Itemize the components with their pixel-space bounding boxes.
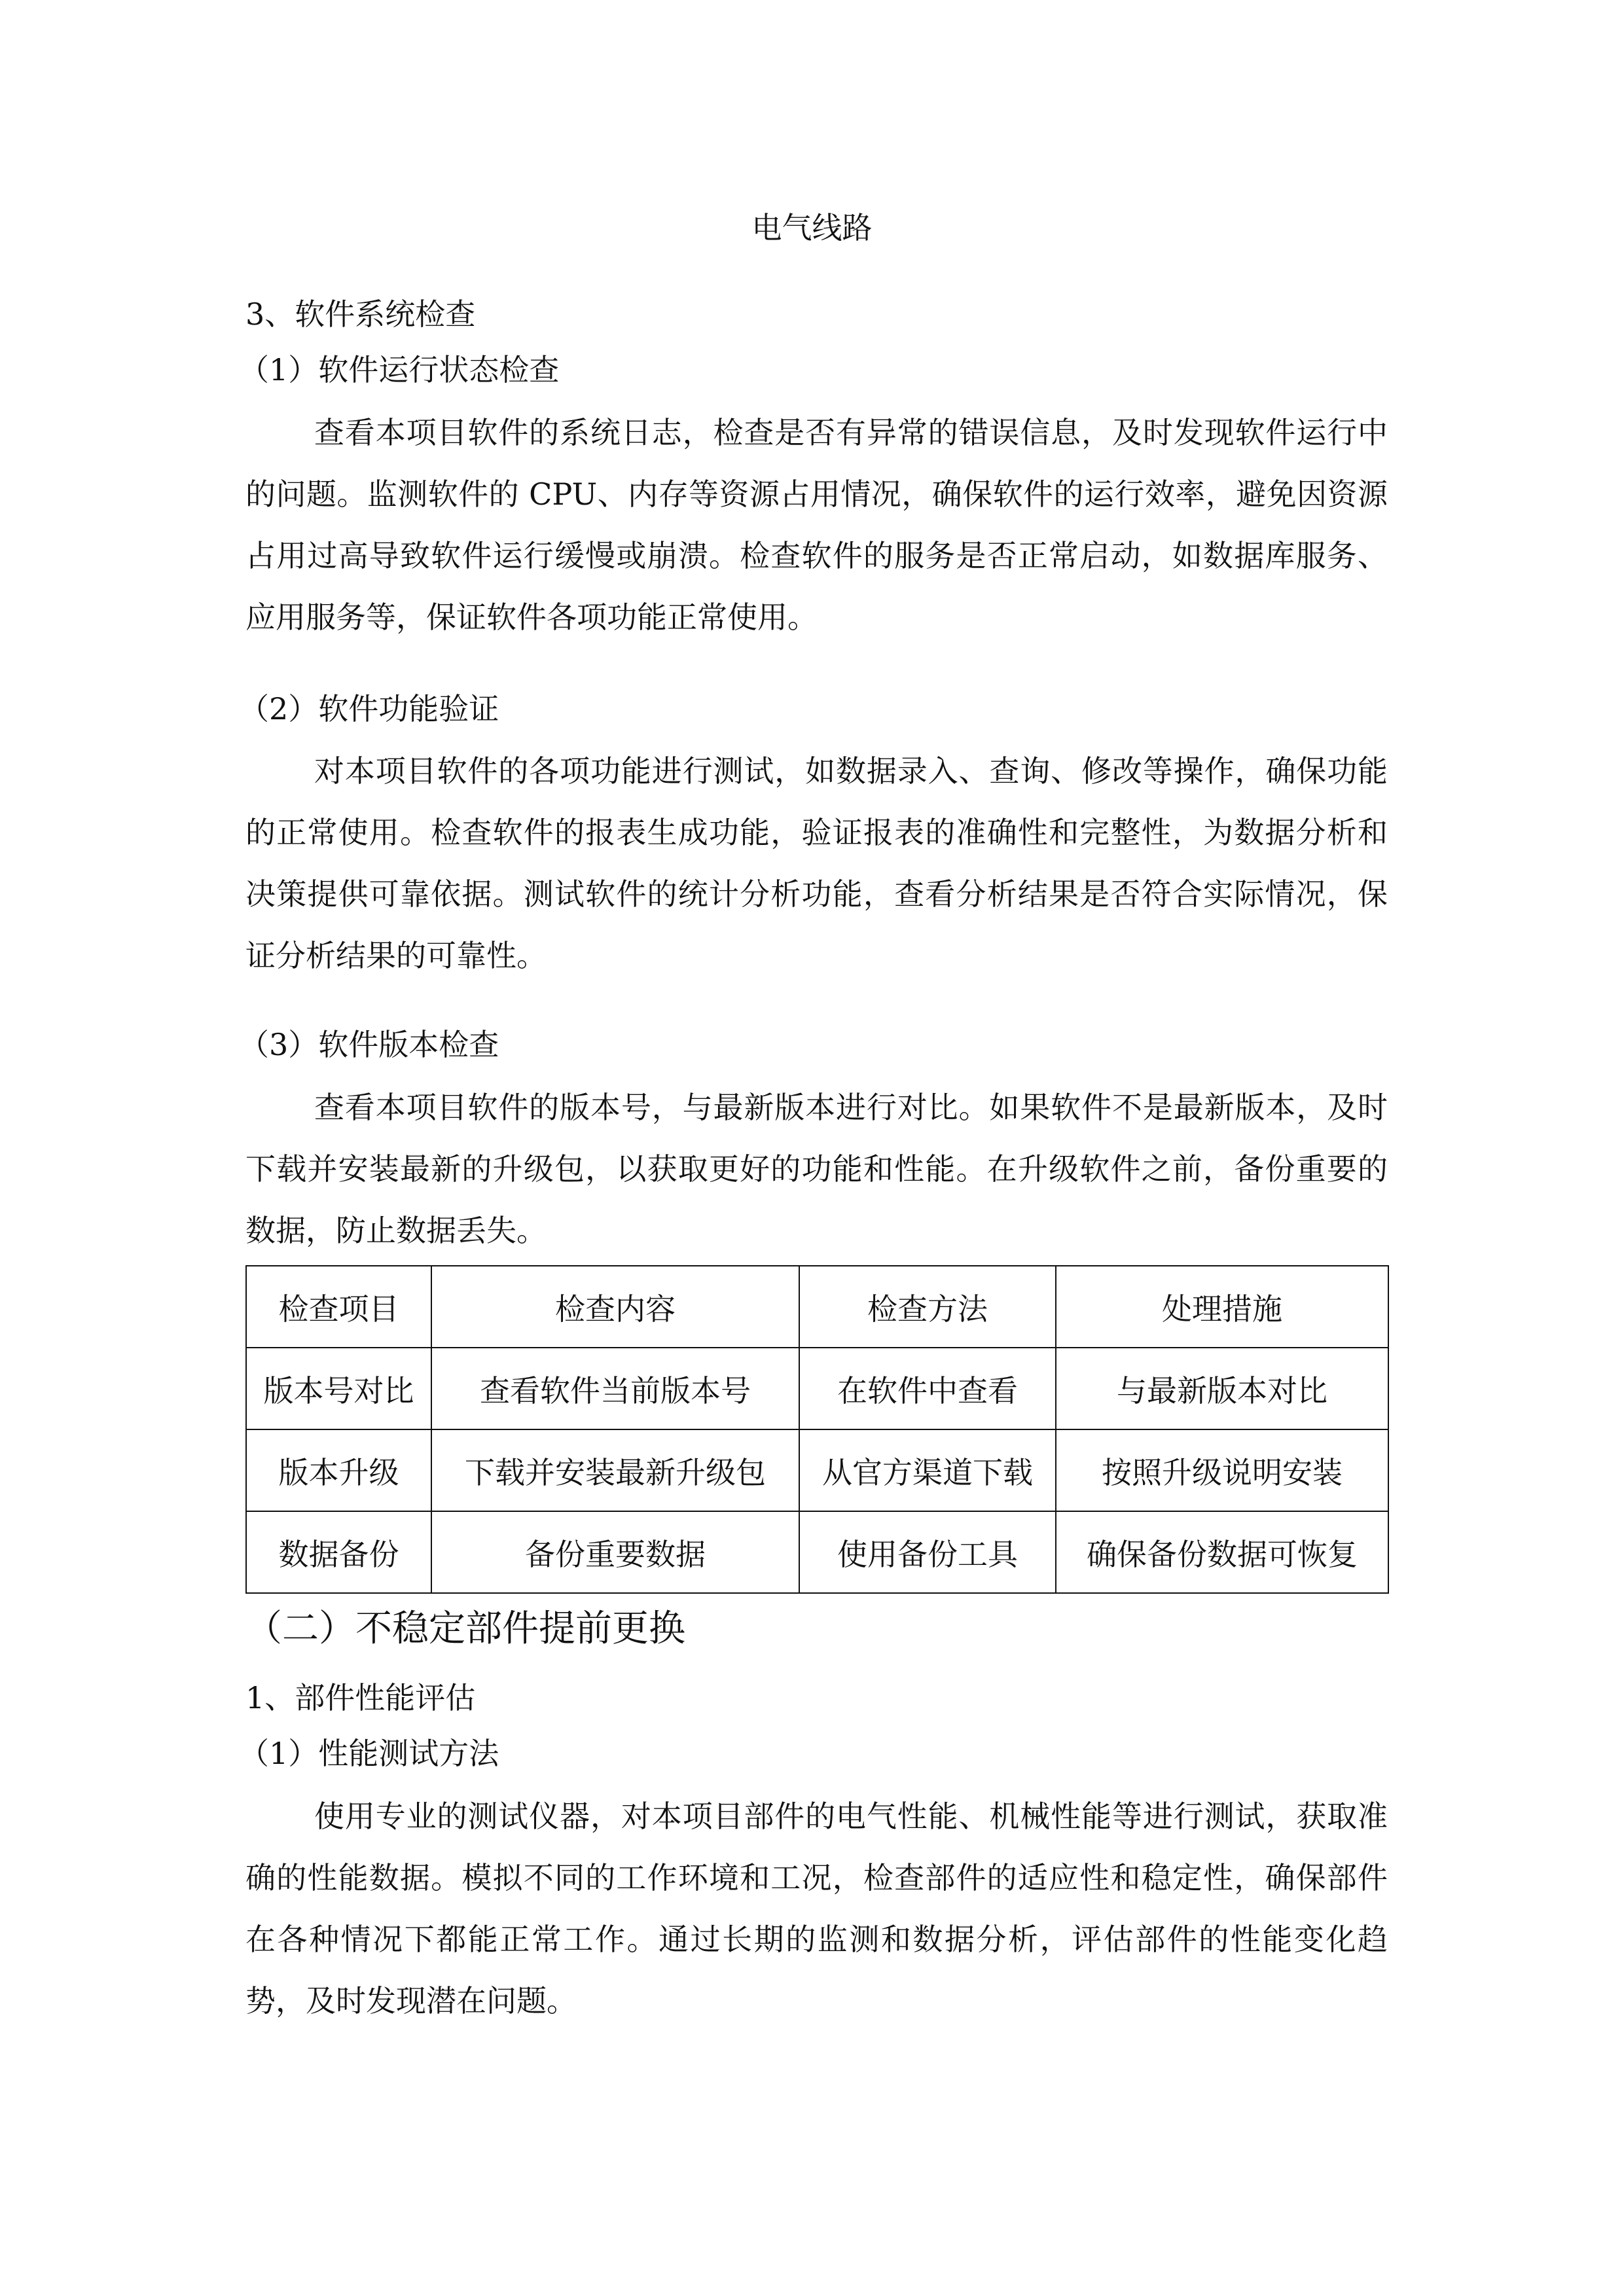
paragraph: 查看本项目软件的系统日志，检查是否有异常的错误信息，及时发现软件运行中的问题。监测软件的 CPU、内存等资源占用情况，确保软件的运行效率，避免因资源占用过高导致软件运行缓慢或崩溃。检查软件的服务是否正常启动，如数据库服务、应用服务等，保证软件各项功能正常使用。 [245,415,1388,635]
subsection-heading: （1）性能测试方法 [239,1736,499,1771]
table-cell: 在软件中查看 [799,1348,1056,1429]
table-row [246,1511,1388,1593]
table-cell: 备份重要数据 [431,1511,799,1593]
table-cell: 使用备份工具 [799,1511,1056,1593]
table-header-cell: 检查方法 [799,1266,1056,1348]
table-cell: 数据备份 [246,1511,431,1593]
table-cell: 版本升级 [246,1429,431,1511]
subsection-heading: （1）软件运行状态检查 [239,352,560,387]
table-header-cell: 检查内容 [431,1266,799,1348]
table-cell: 确保备份数据可恢复 [1056,1511,1388,1593]
table-header-cell: 检查项目 [246,1266,431,1348]
table-row [246,1348,1388,1429]
table-cell: 从官方渠道下载 [799,1429,1056,1511]
section-heading: 3、软件系统检查 [245,296,476,332]
section-heading: 1、部件性能评估 [245,1680,476,1715]
subsection-heading: （2）软件功能验证 [239,691,499,726]
table-cell: 版本号对比 [246,1348,431,1429]
table-header-cell: 处理措施 [1056,1266,1388,1348]
paragraph: 使用专业的测试仪器，对本项目部件的电气性能、机械性能等进行测试，获取准确的性能数据。模拟不同的工作环境和工况，检查部件的适应性和稳定性，确保部件在各种情况下都能正常工作。通过长期的监测和数据分析，评估部件的性能变化趋势，及时发现潜在问题。 [245,1799,1388,2018]
version-check-table [245,1265,1389,1594]
chapter-heading: （二）不稳定部件提前更换 [245,1607,685,1650]
paragraph: 查看本项目软件的版本号，与最新版本进行对比。如果软件不是最新版本，及时下载并安装最新的升级包，以获取更好的功能和性能。在升级软件之前，备份重要的数据，防止数据丢失。 [245,1090,1388,1248]
subsection-heading: （3）软件版本检查 [239,1027,499,1062]
table-cell: 下载并安装最新升级包 [431,1429,799,1511]
table-row [246,1429,1388,1511]
table-header-row [246,1266,1388,1348]
table-cell: 按照升级说明安装 [1056,1429,1388,1511]
paragraph: 对本项目软件的各项功能进行测试，如数据录入、查询、修改等操作，确保功能的正常使用。检查软件的报表生成功能，验证报表的准确性和完整性，为数据分析和决策提供可靠依据。测试软件的统计分析功能，查看分析结果是否符合实际情况，保证分析结果的可靠性。 [245,753,1388,973]
page-header-title: 电气线路 [751,210,873,245]
table-cell: 与最新版本对比 [1056,1348,1388,1429]
table-cell: 查看软件当前版本号 [431,1348,799,1429]
